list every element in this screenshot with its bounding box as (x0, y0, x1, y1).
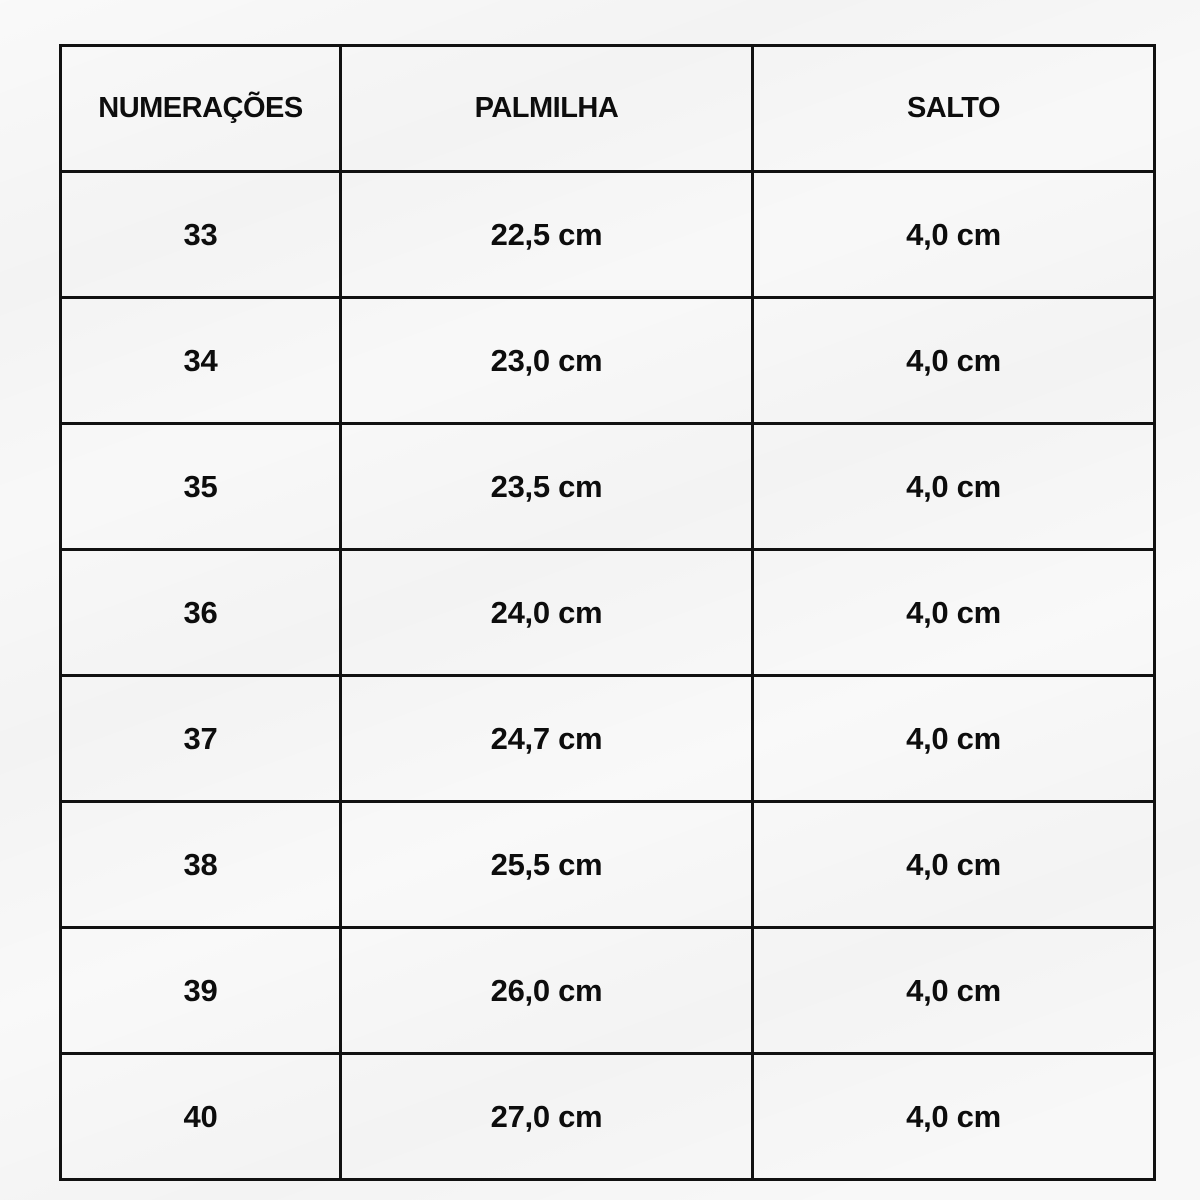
insole-cell: 22,5 cm (341, 172, 753, 298)
size-cell: 33 (61, 172, 341, 298)
table-header-row (61, 46, 1155, 172)
insole-cell: 23,0 cm (341, 298, 753, 424)
heel-cell: 4,0 cm (753, 928, 1155, 1054)
size-cell: 34 (61, 298, 341, 424)
table-row (61, 550, 1155, 676)
insole-cell: 26,0 cm (341, 928, 753, 1054)
heel-cell: 4,0 cm (753, 676, 1155, 802)
size-cell: 35 (61, 424, 341, 550)
heel-cell: 4,0 cm (753, 298, 1155, 424)
size-cell: 37 (61, 676, 341, 802)
size-cell: 36 (61, 550, 341, 676)
table-row (61, 424, 1155, 550)
size-cell: 40 (61, 1054, 341, 1180)
insole-cell: 25,5 cm (341, 802, 753, 928)
insole-cell: 24,0 cm (341, 550, 753, 676)
size-cell: 38 (61, 802, 341, 928)
heel-cell: 4,0 cm (753, 424, 1155, 550)
heel-cell: 4,0 cm (753, 802, 1155, 928)
table-row (61, 802, 1155, 928)
table-row (61, 928, 1155, 1054)
table-row (61, 676, 1155, 802)
header-salto: SALTO (753, 46, 1155, 172)
insole-cell: 27,0 cm (341, 1054, 753, 1180)
insole-cell: 24,7 cm (341, 676, 753, 802)
table-row (61, 1054, 1155, 1180)
size-chart-table (59, 44, 1156, 1181)
insole-cell: 23,5 cm (341, 424, 753, 550)
size-cell: 39 (61, 928, 341, 1054)
header-palmilha: PALMILHA (341, 46, 753, 172)
table-row (61, 298, 1155, 424)
heel-cell: 4,0 cm (753, 172, 1155, 298)
heel-cell: 4,0 cm (753, 550, 1155, 676)
heel-cell: 4,0 cm (753, 1054, 1155, 1180)
header-numeracoes: NUMERAÇÕES (61, 46, 341, 172)
table-row (61, 172, 1155, 298)
